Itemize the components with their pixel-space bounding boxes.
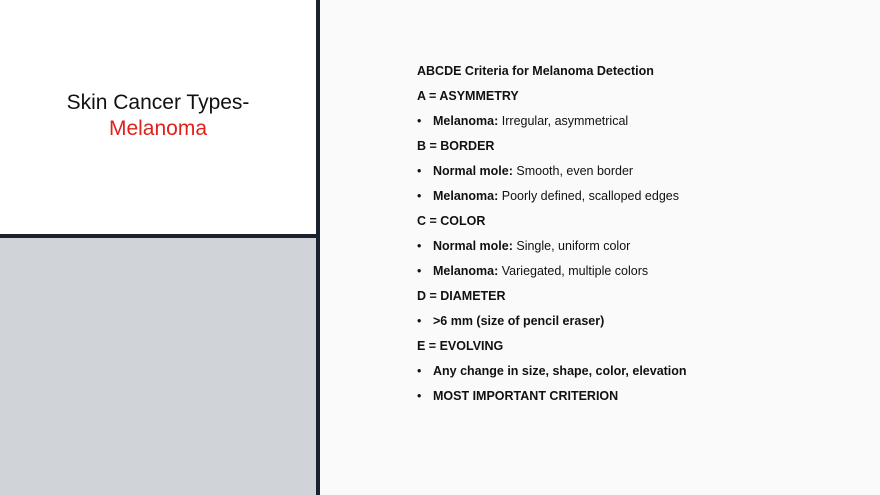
list-item bbox=[417, 187, 857, 212]
item-desc: Variegated, multiple colors bbox=[498, 264, 649, 278]
item-term: >6 mm (size of pencil eraser) bbox=[433, 314, 605, 328]
item-term: Normal mole: bbox=[433, 239, 513, 253]
slide-title-line1: Skin Cancer Types- bbox=[66, 91, 250, 114]
list-item bbox=[417, 387, 857, 412]
item-term: Normal mole: bbox=[433, 164, 513, 178]
slide-title bbox=[0, 90, 316, 142]
item-term: MOST IMPORTANT CRITERION bbox=[433, 389, 619, 403]
criteria-list bbox=[417, 62, 857, 412]
list-item bbox=[417, 362, 857, 387]
list-item bbox=[417, 112, 857, 137]
criterion-d-label: D = DIAMETER bbox=[417, 289, 506, 303]
slide-title-line2: Melanoma bbox=[108, 117, 208, 140]
item-term: Any change in size, shape, color, elevation bbox=[433, 364, 687, 378]
list-item bbox=[417, 262, 857, 287]
item-term: Melanoma: bbox=[433, 114, 499, 128]
list-item bbox=[417, 237, 857, 262]
criterion-b-label: B = BORDER bbox=[417, 139, 495, 153]
criteria-heading: ABCDE Criteria for Melanoma Detection bbox=[417, 64, 654, 78]
item-desc: Smooth, even border bbox=[512, 164, 634, 178]
list-item bbox=[417, 312, 857, 337]
item-desc: Poorly defined, scalloped edges bbox=[498, 189, 679, 203]
gray-image-panel bbox=[0, 238, 316, 495]
item-term: Melanoma: bbox=[433, 189, 499, 203]
list-item bbox=[417, 162, 857, 187]
criterion-c-label: C = COLOR bbox=[417, 214, 486, 228]
criterion-a-label: A = ASYMMETRY bbox=[417, 89, 519, 103]
item-desc: Single, uniform color bbox=[512, 239, 631, 253]
horizontal-divider bbox=[0, 234, 320, 238]
item-desc: Irregular, asymmetrical bbox=[498, 114, 629, 128]
item-term: Melanoma: bbox=[433, 264, 499, 278]
criterion-e-label: E = EVOLVING bbox=[417, 339, 504, 353]
